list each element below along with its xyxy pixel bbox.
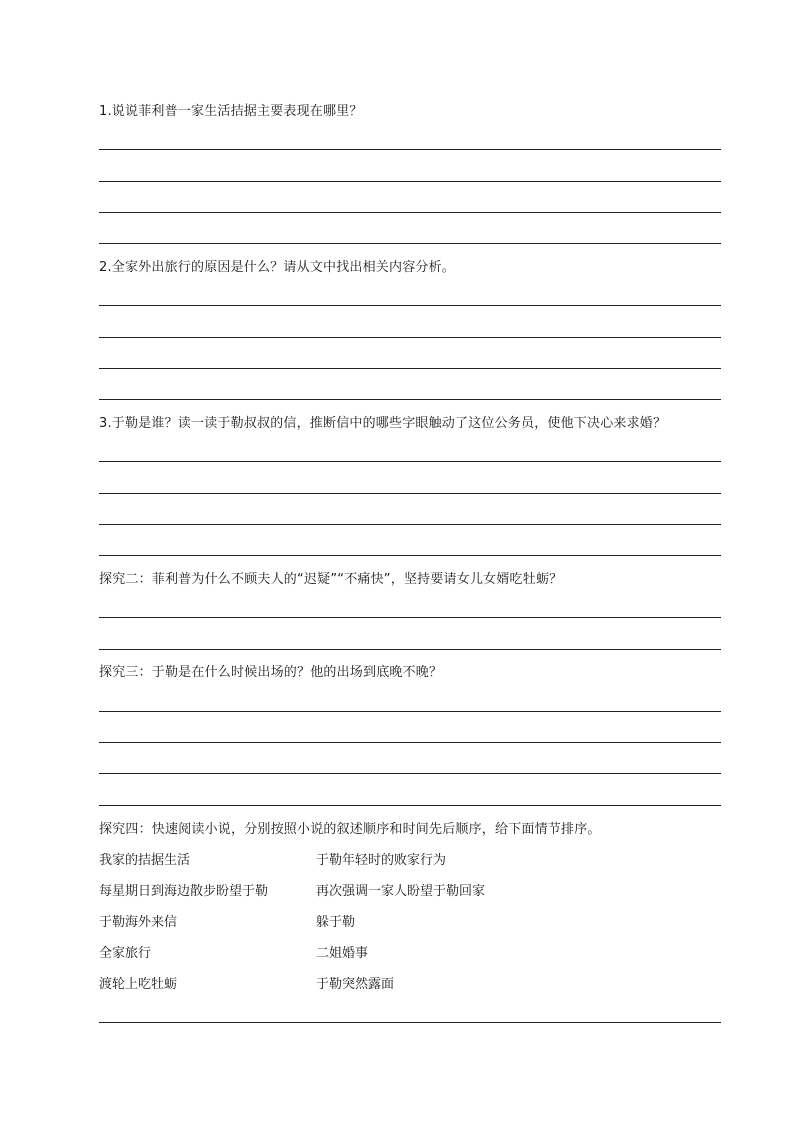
answer-line[interactable] — [99, 181, 721, 182]
plot-item: 于勒海外来信 — [99, 915, 178, 930]
plot-item: 我家的拮据生活 — [99, 853, 191, 868]
plot-item: 于勒突然露面 — [316, 977, 395, 992]
plot-item: 再次强调一家人盼望于勒回家 — [316, 884, 486, 899]
answer-line[interactable] — [99, 368, 721, 369]
answer-line[interactable] — [99, 337, 721, 338]
plot-item: 躲于勒 — [316, 915, 356, 930]
plot-item: 全家旅行 — [99, 946, 152, 961]
answer-line[interactable] — [99, 773, 721, 774]
question-3: 3.于勒是谁？读一读于勒叔叔的信，推断信中的哪些字眼触动了这位公务员，使他下决心来求婚？ — [99, 416, 667, 431]
exploration-2: 探究二：菲利普为什么不顾夫人的“迟疑”“不痛快”，坚持要请女儿女婿吃牡蛎？ — [99, 572, 563, 587]
answer-line[interactable] — [99, 149, 721, 150]
answer-line[interactable] — [99, 461, 721, 462]
exploration-4: 探究四：快速阅读小说，分别按照小说的叙述顺序和时间先后顺序，给下面情节排序。 — [99, 822, 601, 837]
question-1: 1.说说菲利普一家生活拮据主要表现在哪里？ — [99, 104, 363, 119]
answer-line[interactable] — [99, 524, 721, 525]
answer-line[interactable] — [99, 805, 721, 806]
answer-line[interactable] — [99, 243, 721, 244]
answer-line[interactable] — [99, 399, 721, 400]
answer-line[interactable] — [99, 305, 721, 306]
plot-item: 渡轮上吃牡蛎 — [99, 977, 178, 992]
question-2: 2.全家外出旅行的原因是什么？请从文中找出相关内容分析。 — [99, 260, 456, 275]
answer-line[interactable] — [99, 649, 721, 650]
answer-line[interactable] — [99, 711, 721, 712]
answer-line[interactable] — [99, 555, 721, 556]
answer-line[interactable] — [99, 1022, 721, 1023]
answer-line[interactable] — [99, 742, 721, 743]
answer-line[interactable] — [99, 617, 721, 618]
plot-item: 于勒年轻时的败家行为 — [316, 853, 447, 868]
answer-line[interactable] — [99, 212, 721, 213]
exploration-3: 探究三：于勒是在什么时候出场的？他的出场到底晚不晚？ — [99, 665, 443, 680]
plot-item: 每星期日到海边散步盼望于勒 — [99, 884, 269, 899]
answer-line[interactable] — [99, 493, 721, 494]
plot-item: 二姐婚事 — [316, 946, 369, 961]
